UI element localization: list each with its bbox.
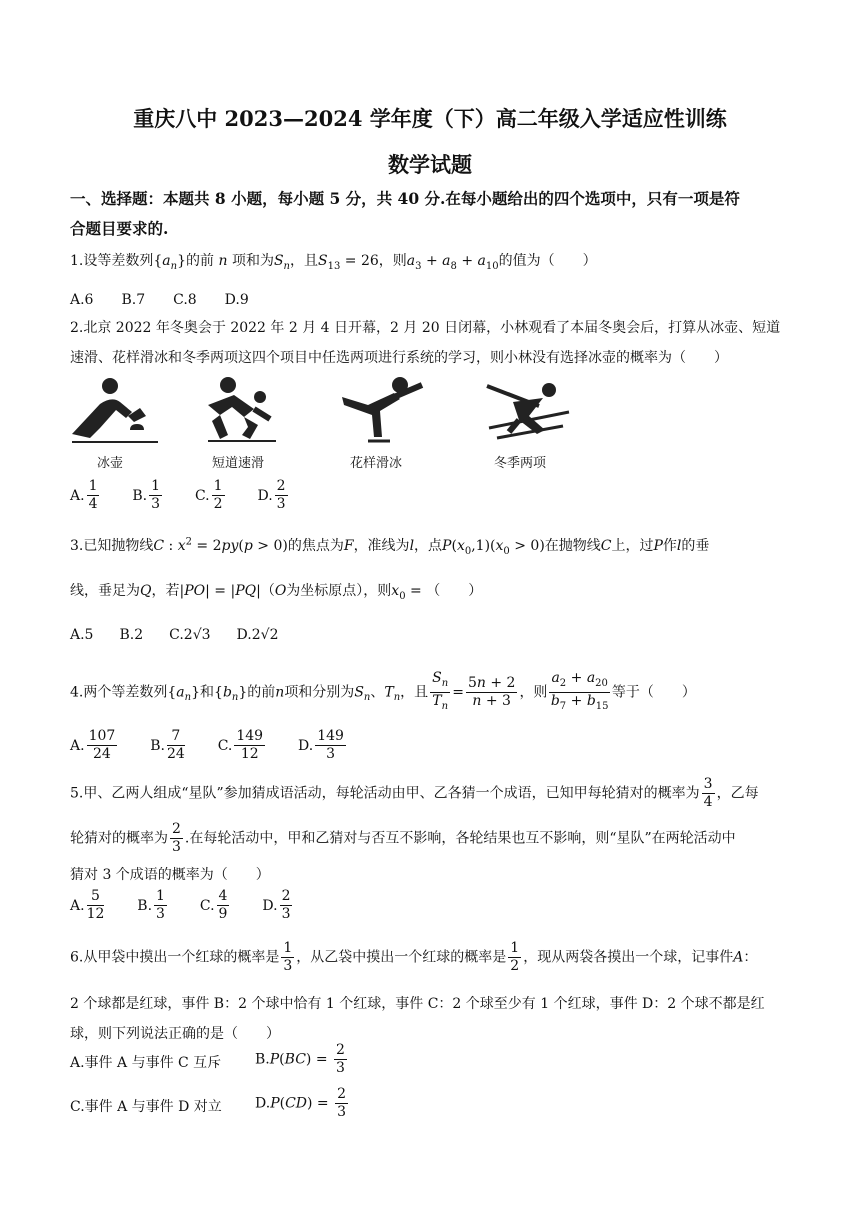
section-heading-line2: 合题目要求的. bbox=[70, 219, 169, 238]
option-c: C. $\frac{149}{12}$ bbox=[217, 728, 264, 762]
question-1-options: A.6 B.7 C.8 D.9 bbox=[70, 292, 249, 308]
question-6-line2: 2 个球都是红球，事件 B：2 个球中恰有 1 个红球，事件 C：2 个球至少有 1 个红球，事件 D：2 个球不都是红 bbox=[70, 996, 765, 1012]
question-1-stem: 1.设等差数列$\{a_n\}$的前 n 项和为$S_n$，且$S_{13} = 26$，则$a_3 + a_8 + a_{10}$的值为（ ） bbox=[70, 253, 597, 272]
question-2-options bbox=[70, 478, 290, 513]
section-heading bbox=[70, 184, 792, 244]
question-3-line1: 3.已知抛物线C : $x^2 = 2py(p > 0)$的焦点为F，准线为l，点$P(x_0,1)(x_0 > 0)$在抛物线C上，过P作l的垂 bbox=[70, 536, 710, 557]
caption-short-track: 短道速滑 bbox=[212, 456, 265, 471]
question-4-options bbox=[70, 728, 348, 763]
biathlon-pictogram bbox=[483, 376, 573, 442]
option-b: B. $\frac{1}{3}$ bbox=[132, 478, 161, 512]
section-heading-line1: 一、选择题：本题共 8 小题，每小题 5 分，共 40 分.在每小题给出的四个选项中，只有一项是符 bbox=[70, 189, 740, 208]
exam-subtitle: 数学试题 bbox=[388, 152, 472, 177]
option-b: B. $\frac{7}{24}$ bbox=[150, 728, 185, 762]
question-3-line2: 线，垂足为Q，若|PO| = |PQ|（O为坐标原点），则$x_0$ = （ ） bbox=[70, 583, 483, 602]
question-6-option-d: D.P(CD) = $\frac{2}{3}$ bbox=[255, 1086, 347, 1120]
question-3-options: A.5 B.2 C.2√3 D.2√2 bbox=[70, 627, 279, 643]
exam-title: 重庆八中 2023—2024 学年度（下）高二年级入学适应性训练 bbox=[133, 106, 727, 131]
option-a: A. $\frac{5}{12}$ bbox=[70, 888, 105, 922]
caption-curling: 冰壶 bbox=[97, 456, 124, 471]
question-5-line3: 猜对 3 个成语的概率为（ ） bbox=[70, 867, 270, 883]
question-5-line1: 5.甲、乙两人组成“星队”参加猜成语活动，每轮活动由甲、乙各猜一个成语，已知甲每轮猜对的概率为 $\frac{3}{4}$ ，乙每 bbox=[70, 776, 759, 810]
option-c: C. $\frac{4}{9}$ bbox=[199, 888, 228, 922]
option-d: D. $\frac{149}{3}$ bbox=[298, 728, 344, 762]
question-6-option-c: C.事件 A 与事件 D 对立 bbox=[70, 1099, 222, 1115]
question-6-option-a: A.事件 A 与事件 C 互斥 bbox=[70, 1055, 222, 1071]
option-d: D. $\frac{2}{3}$ bbox=[257, 478, 286, 512]
question-4-stem: 4.两个等差数列$\{a_n\}$和$\{b_n\}$的前n项和分别为$S_n$、$T_n$，且 $\frac{S_n}{T_n}$ = $\frac{5n + 2}{n + 3}$ ，则 $\frac{a_2 + a_{20}}{b_7 + b_{15}}$ 等于（ ） bbox=[70, 670, 696, 712]
question-6-option-b: B.P(BC) = $\frac{2}{3}$ bbox=[255, 1042, 345, 1076]
question-5-options bbox=[70, 888, 294, 923]
option-b: B. $\frac{1}{3}$ bbox=[137, 888, 165, 922]
short-track-pictogram bbox=[198, 375, 283, 447]
question-2-stem: 2.北京 2022 年冬奥会于 2022 年 2 月 4 日开幕，2 月 20 日闭幕，小林观看了本届冬奥会后，打算从冰壶、短道 速滑、花样滑冰和冬季两项这四个项目中任选两项进行系统的学习，则小林没有选择冰壶的概率为（ ） bbox=[70, 320, 781, 366]
curling-pictogram bbox=[70, 372, 160, 444]
question-6-line1: 6.从甲袋中摸出一个红球的概率是 $\frac{1}{3}$ ，从乙袋中摸出一个红球的概率是 $\frac{1}{2}$ ，现从两袋各摸出一个球，记事件A： bbox=[70, 940, 758, 974]
caption-figure-skating: 花样滑冰 bbox=[350, 456, 403, 471]
question-6-line3: 球，则下列说法正确的是（ ） bbox=[70, 1026, 280, 1042]
question-5-line2: 轮猜对的概率为 $\frac{2}{3}$ .在每轮活动中，甲和乙猜对与否互不影响，各轮结果也互不影响，则“星队”在两轮活动中 bbox=[70, 821, 736, 855]
figure-skating-pictogram bbox=[338, 375, 428, 447]
option-c: C. $\frac{1}{2}$ bbox=[194, 478, 223, 512]
option-a: A. $\frac{1}{4}$ bbox=[70, 478, 98, 512]
option-a: A. $\frac{107}{24}$ bbox=[70, 728, 116, 762]
caption-biathlon: 冬季两项 bbox=[494, 456, 547, 471]
option-d: D. $\frac{2}{3}$ bbox=[262, 888, 291, 922]
